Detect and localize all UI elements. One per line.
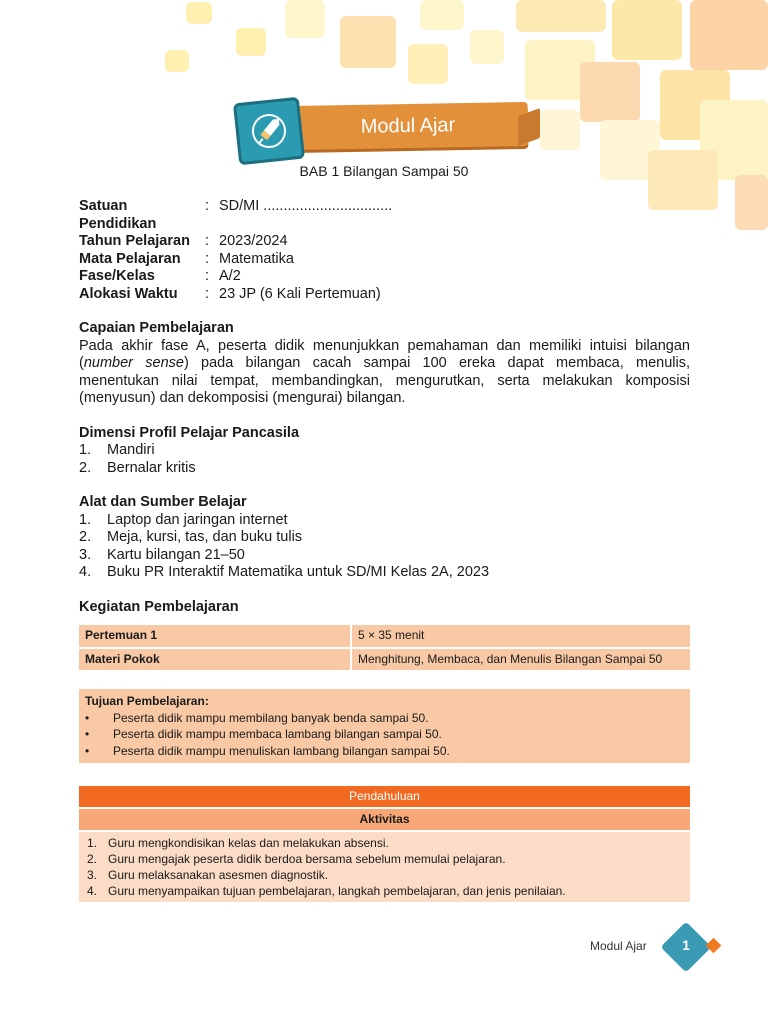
banner-tail [518, 108, 540, 146]
list-text: Meja, kursi, tas, dan buku tulis [107, 529, 303, 545]
info-value: SD/MI ................................ [219, 198, 393, 214]
table-cell-value: 5 × 35 menit [352, 625, 690, 647]
list-number: 1. [87, 836, 98, 850]
list-item [79, 460, 690, 478]
tujuan-list [85, 710, 684, 760]
list-number: 1. [79, 442, 92, 458]
list-item [87, 867, 682, 883]
list-text: Peserta didik mampu membaca lambang bilangan sampai 50. [113, 727, 442, 741]
info-colon: : [205, 250, 210, 267]
list-item [79, 564, 690, 582]
info-value: 23 JP (6 Kali Pertemuan) [219, 285, 381, 302]
aktivitas-list [79, 832, 690, 902]
info-label: Alokasi Waktu [79, 285, 178, 302]
info-row [79, 286, 690, 304]
capaian-text-italic: number sense [83, 355, 184, 371]
list-text: Laptop dan jaringan internet [107, 511, 288, 528]
info-row [79, 198, 690, 233]
table-cell-value: Menghitung, Membaca, dan Menulis Bilangan Sampai 50 [352, 649, 690, 671]
list-item [79, 512, 690, 530]
capaian-text-before: Pada akhir fase A, peserta didik menunjukkan pemahaman dan memiliki intuisi bilangan ( [79, 337, 690, 371]
table-row [79, 649, 690, 671]
list-item [87, 883, 682, 899]
info-colon: : [205, 285, 210, 302]
info-row [79, 233, 690, 251]
pendahuluan-header: Pendahuluan [79, 786, 690, 807]
info-value: Matematika [219, 250, 294, 267]
capaian-title: Capaian Pembelajaran [79, 320, 234, 336]
aktivitas-subheader: Aktivitas [79, 809, 690, 830]
list-number: 1. [79, 511, 92, 528]
kegiatan-title: Kegiatan Pembelajaran [79, 598, 239, 615]
table-cell-label: Pertemuan 1 [79, 625, 352, 647]
banner-bar [288, 102, 529, 150]
page-number: 1 [682, 937, 690, 953]
list-item [79, 442, 690, 460]
info-label: Satuan Pendidikan [79, 198, 157, 232]
list-item [85, 726, 684, 743]
list-text: Guru mengkondisikan kelas dan melakukan absensi. [108, 836, 389, 850]
list-number: 2. [87, 852, 98, 866]
list-item [79, 529, 690, 547]
list-number: 4. [87, 884, 98, 898]
list-text: Buku PR Interaktif Matematika untuk SD/MI Kelas 2A, 2023 [107, 564, 490, 580]
alat-title: Alat dan Sumber Belajar [79, 494, 247, 510]
banner [236, 98, 536, 160]
list-text: Guru menyampaikan tujuan pembelajaran, langkah pembelajaran, dan jenis penilaian. [108, 884, 566, 898]
list-item [79, 547, 690, 565]
bullet: • [85, 743, 90, 758]
rocket-icon [233, 97, 305, 166]
alat-list [79, 512, 690, 582]
list-text: Mandiri [107, 442, 155, 458]
list-number: 3. [87, 868, 98, 882]
tujuan-box [79, 689, 690, 763]
info-colon: : [205, 268, 210, 284]
dimensi-title: Dimensi Profil Pelajar Pancasila [79, 424, 300, 441]
list-text: Guru melaksanakan asesmen diagnostik. [108, 868, 329, 882]
dimensi-list [79, 442, 690, 477]
info-value: A/2 [219, 268, 241, 284]
bullet: • [85, 710, 90, 725]
chapter-title: BAB 1 Bilangan Sampai 50 [299, 163, 469, 179]
capaian-text [79, 338, 690, 408]
bullet: • [85, 727, 90, 741]
list-text: Bernalar kritis [107, 459, 196, 476]
info-block [79, 198, 690, 303]
list-number: 3. [79, 546, 92, 563]
capaian-text-after: ) pada bilangan cacah sampai 100 ereka dapat membaca, menulis, menentukan nilai tempat, membandingkan, mengurutkan, serta melakukan komposisi (menyusun) dan dekomposisi (mengurai) bilangan. [79, 355, 690, 406]
info-label: Fase/Kelas [79, 268, 155, 284]
info-label: Tahun Pelajaran [79, 233, 190, 249]
list-item [85, 710, 684, 727]
list-number: 2. [79, 529, 92, 545]
list-text: Kartu bilangan 21–50 [107, 546, 245, 563]
tujuan-title: Tujuan Pembelajaran: [85, 694, 209, 708]
list-text: Peserta didik mampu membilang banyak benda sampai 50. [113, 710, 429, 725]
list-text: Peserta didik mampu menuliskan lambang bilangan sampai 50. [113, 743, 450, 758]
banner-title: Modul Ajar [360, 113, 456, 138]
table-cell-label: Materi Pokok [79, 649, 352, 671]
info-colon: : [205, 198, 210, 214]
info-row [79, 268, 690, 286]
info-row [79, 251, 690, 269]
list-item [87, 835, 682, 851]
info-label: Mata Pelajaran [79, 250, 181, 267]
info-colon: : [205, 233, 210, 249]
info-value: 2023/2024 [219, 233, 288, 249]
list-item [87, 851, 682, 867]
list-number: 2. [79, 459, 92, 476]
list-text: Guru mengajak peserta didik berdoa bersama sebelum memulai pelajaran. [108, 852, 506, 866]
list-item [85, 743, 684, 760]
table-row [79, 625, 690, 647]
list-number: 4. [79, 564, 92, 580]
decorative-diamond [706, 938, 722, 954]
kegiatan-table [79, 623, 690, 672]
footer-label: Modul Ajar [590, 939, 647, 953]
document-content [79, 198, 690, 902]
